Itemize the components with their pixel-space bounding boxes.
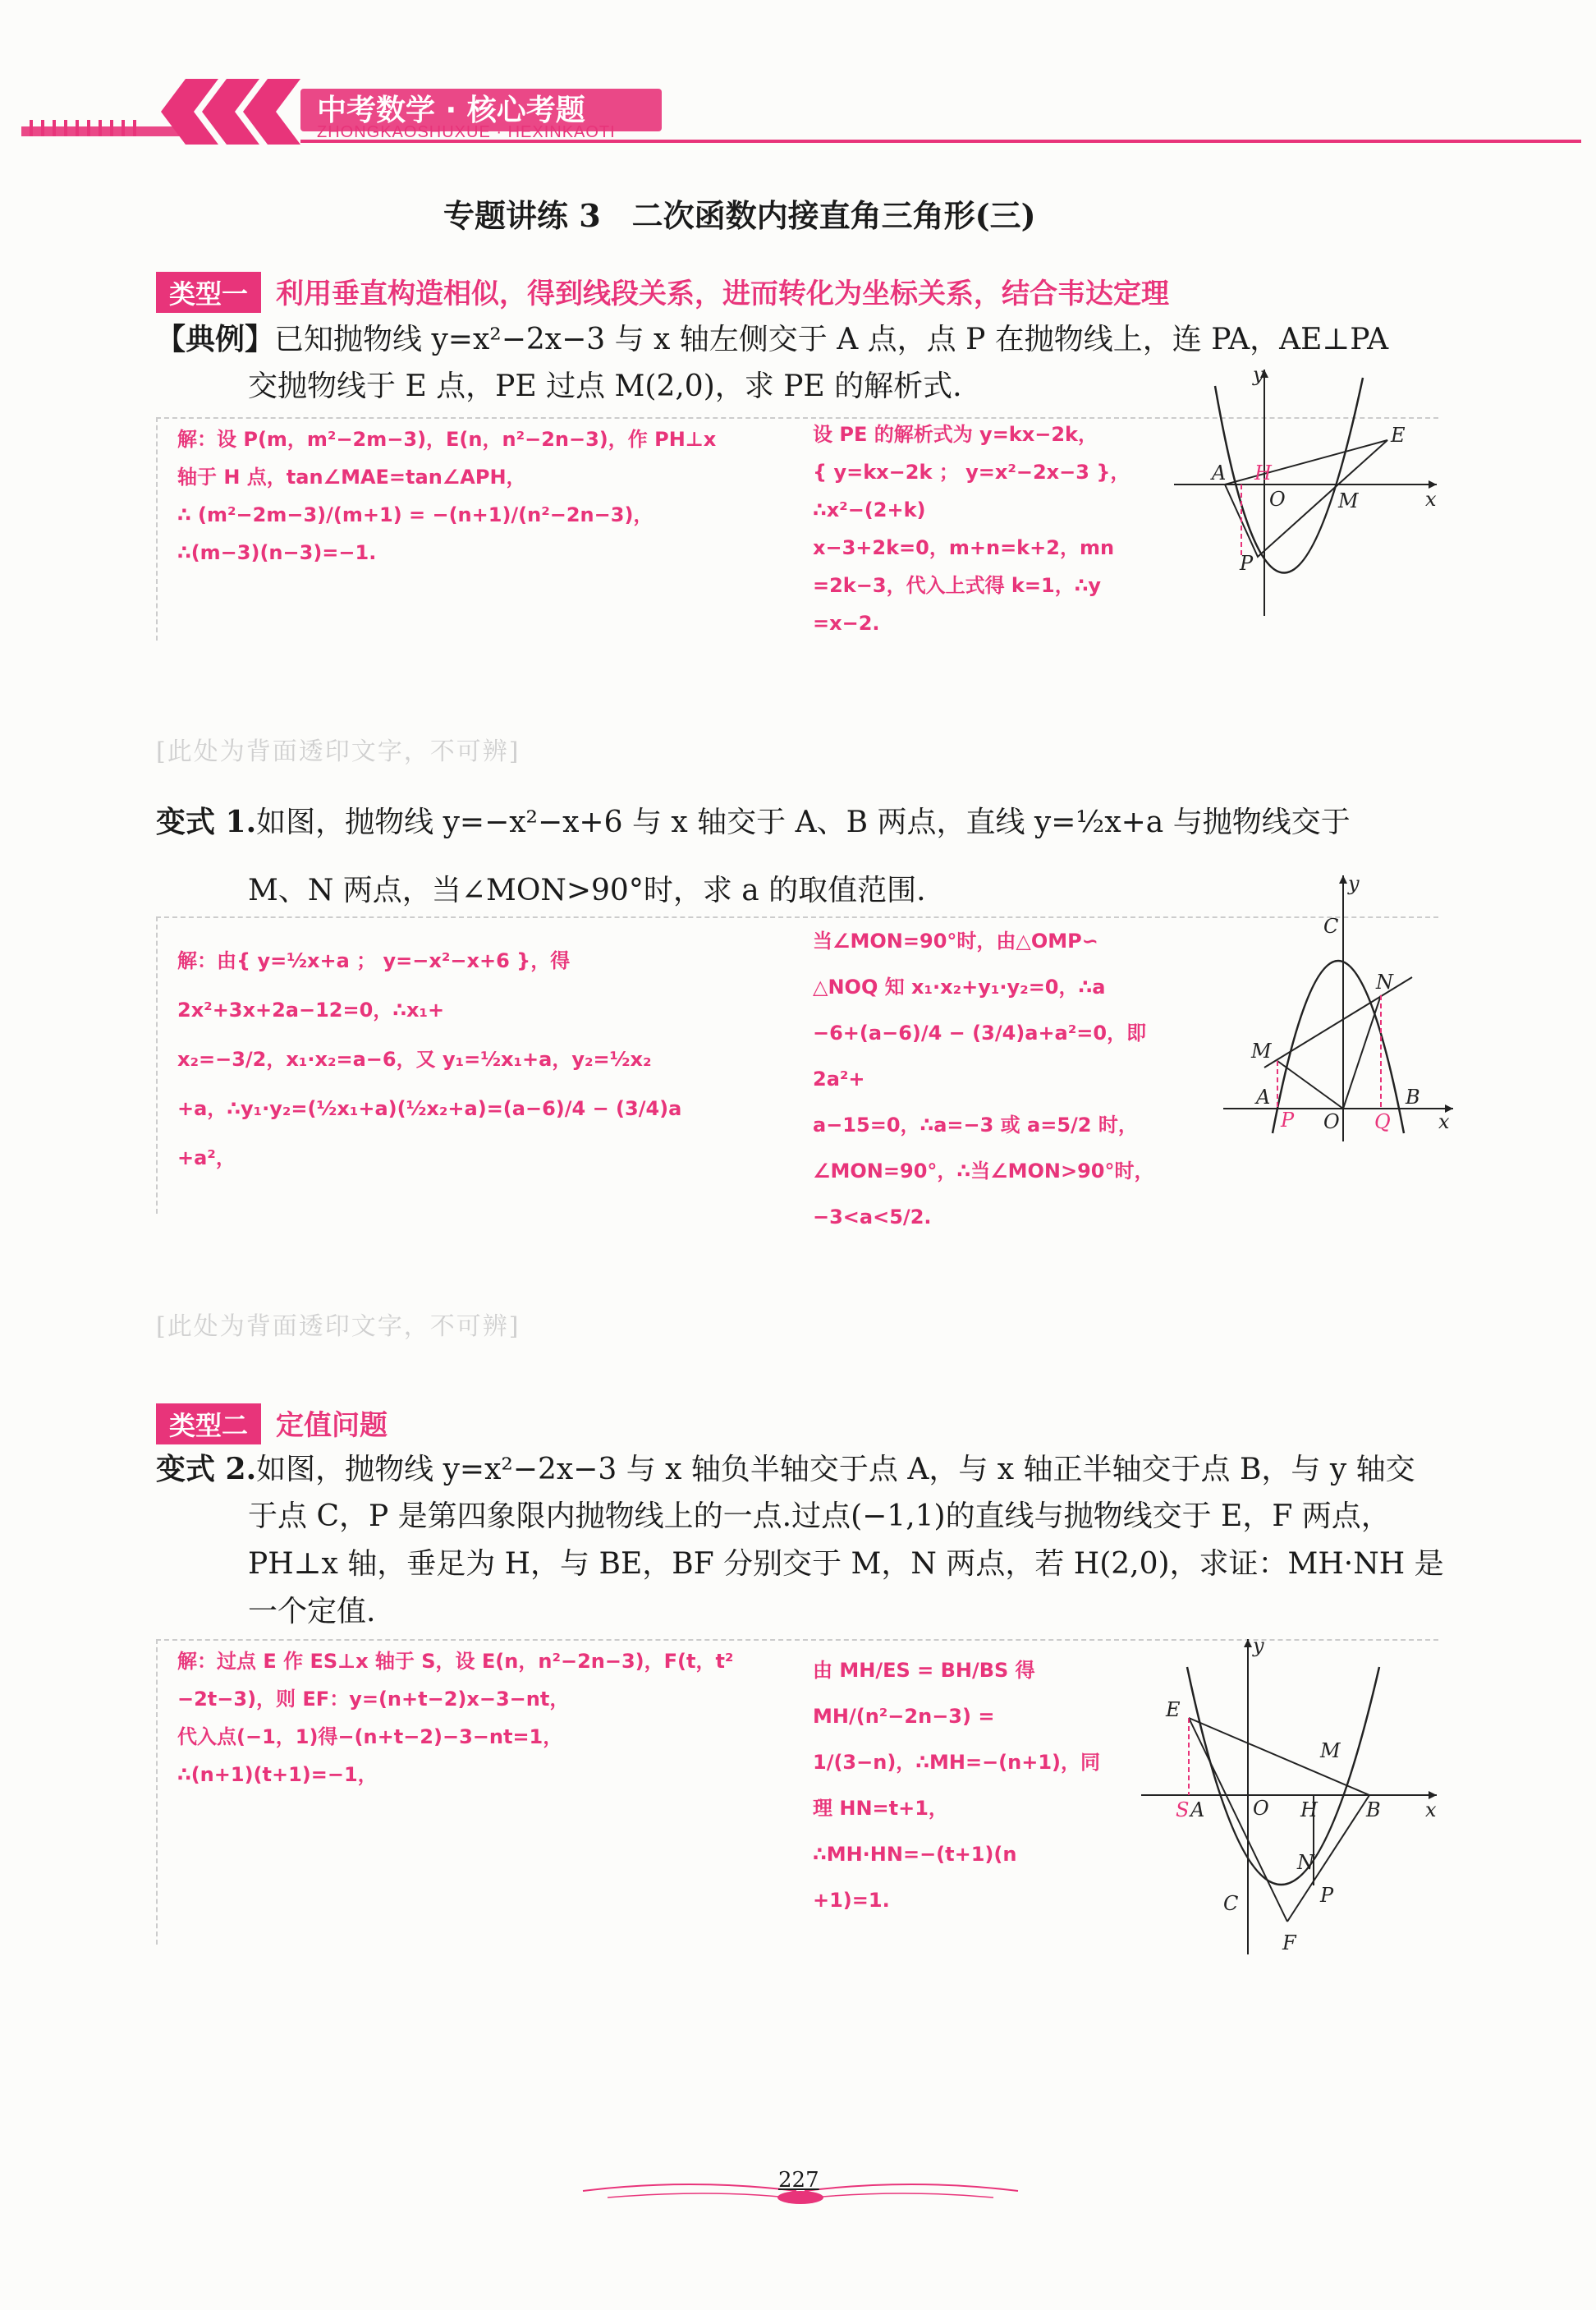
variant2-sol-left-line3: 代入点(−1，1)得−(n+t−2)−3−nt=1， — [177, 1725, 563, 1748]
svg-text:E: E — [1391, 424, 1406, 447]
svg-text:y: y — [1348, 872, 1360, 895]
example-sol-right-line2: { y=kx−2k ； y=x²−2x−3 }，∴x²−(2+k) — [813, 461, 1130, 521]
section2-tag: 类型二 — [156, 1403, 261, 1444]
page-number: 227 — [778, 2168, 819, 2193]
triangle-APE — [1225, 440, 1387, 557]
svg-text:x: x — [1438, 1110, 1450, 1133]
example-line1 — [156, 315, 1388, 364]
example-sol-right-line5: =x−2. — [813, 612, 880, 635]
variant1-sol-right-line1: 当∠MON=90°时，由△OMP∽ — [813, 930, 1098, 953]
svg-text:A: A — [1256, 1086, 1271, 1109]
variant2-sol-right-line4: ∴MH·HN=−(t+1)(n — [813, 1843, 1017, 1866]
section1-title: 利用垂直构造相似，得到线段关系，进而转化为坐标关系，结合韦达定理 — [276, 278, 1170, 310]
variant1-sol-left-line1: 解：由{ y=½x+a ； y=−x²−x+6 }，得 2x²+3x+2a−12=0，∴x₁+ — [177, 949, 571, 1022]
svg-text:S: S — [1176, 1798, 1190, 1821]
svg-text:x: x — [1425, 1798, 1437, 1821]
svg-text:H: H — [1300, 1798, 1318, 1821]
variant2-solution-left — [177, 1642, 801, 1793]
parabola — [1215, 378, 1363, 573]
variant1-sol-left-line3: +a，∴y₁·y₂=(½x₁+a)(½x₂+a)=(a−6)/4 − (3/4)a — [177, 1097, 682, 1120]
svg-text:N: N — [1376, 971, 1393, 994]
bleed-through-1: [此处为背面透印文字，不可辨] — [156, 737, 521, 766]
header-title: 中考数学 · 核心考题 — [317, 94, 585, 127]
variant1-line2: M、N 两点，当∠MON>90°时，求 a 的取值范围. — [248, 874, 926, 907]
variant2-line1 — [156, 1445, 1415, 1494]
svg-text:P: P — [1281, 1109, 1295, 1132]
variant1-sol-left-line4: +a²， — [177, 1146, 236, 1169]
example-solution-left — [177, 420, 801, 572]
variant2-line3: PH⊥x 轴，垂足为 H，与 BE，BF 分别交于 M，N 两点，若 H(2,0)，求证：MH·NH 是 — [248, 1547, 1444, 1581]
variant1-sol-right-line5: ∠MON=90°，∴当∠MON>90°时，−3<a<5/2. — [813, 1160, 1154, 1228]
variant2-sol-left-line2: −2t−3)，则 EF：y=(n+t−2)x−3−nt， — [177, 1688, 570, 1711]
bleed-through-2: [此处为背面透印文字，不可辨] — [156, 1312, 521, 1341]
variant1-sol-left-line2: x₂=−3/2，x₁·x₂=a−6，又 y₁=½x₁+a，y₂=½x₂ — [177, 1048, 652, 1071]
example-sol-left-line4: ∴(m−3)(n−3)=−1. — [177, 541, 377, 564]
svg-text:H: H — [1254, 462, 1272, 485]
header-banner — [21, 71, 1581, 153]
section1-tag: 类型一 — [156, 272, 261, 313]
page-title: 专题讲练 3 二次函数内接直角三角形(三) — [443, 197, 1036, 234]
variant2-sol-right-line1: 由 MH/ES = BH/BS 得 MH/(n²−2n−3) = — [813, 1659, 1035, 1728]
svg-text:O: O — [1269, 488, 1286, 511]
example-figure — [1166, 361, 1445, 624]
section2-title: 定值问题 — [276, 1409, 388, 1442]
svg-text:P: P — [1320, 1884, 1334, 1907]
variant1-figure — [1215, 870, 1461, 1150]
variant2-solution-right — [813, 1647, 1141, 1923]
svg-text:M: M — [1251, 1040, 1272, 1063]
variant2-sol-right-line3: 理 HN=t+1， — [813, 1797, 948, 1820]
header-decoration — [21, 71, 1581, 153]
section2-heading — [156, 1403, 388, 1444]
variant2-line2: 于点 C，P 是第四象限内抛物线上的一点.过点(−1,1)的直线与抛物线交于 E，F 两点， — [248, 1499, 1391, 1533]
variant2-label: 变式 2. — [156, 1452, 257, 1486]
example-text1: 已知抛物线 y=x²−2x−3 与 x 轴左侧交于 A 点，点 P 在抛物线上，连 PA，AE⊥PA — [274, 323, 1389, 356]
example-label: 【典例】 — [156, 322, 275, 356]
variant1-label: 变式 1. — [156, 805, 257, 839]
variant1-sol-right-line4: a−15=0，∴a=−3 或 a=5/2 时， — [813, 1114, 1138, 1137]
variant2-sol-right-line5: +1)=1. — [813, 1889, 890, 1912]
svg-text:O: O — [1323, 1110, 1340, 1133]
svg-text:Q: Q — [1374, 1110, 1391, 1133]
svg-text:M: M — [1338, 489, 1359, 512]
svg-text:M: M — [1320, 1739, 1341, 1762]
variant2-sol-left-line1: 解：过点 E 作 ES⊥x 轴于 S，设 E(n，n²−2n−3)，F(t，t² — [177, 1650, 734, 1673]
variant1-text1: 如图，抛物线 y=−x²−x+6 与 x 轴交于 A、B 两点，直线 y=½x+a 与抛物线交于 — [256, 806, 1351, 839]
variant1-solution-left — [177, 936, 785, 1183]
example-sol-left-line1: 解：设 P(m，m²−2m−3)，E(n，n²−2n−3)，作 PH⊥x — [177, 428, 717, 451]
example-sol-right-line1: 设 PE 的解析式为 y=kx−2k， — [813, 423, 1098, 446]
variant2-sol-left-line4: ∴(n+1)(t+1)=−1， — [177, 1763, 378, 1786]
example-sol-left-line3: ∴ (m²−2m−3)/(m+1) = −(n+1)/(n²−2n−3)， — [177, 503, 654, 526]
svg-text:y: y — [1253, 363, 1264, 386]
example-sol-right-line3: x−3+2k=0，m+n=k+2，mn — [813, 536, 1115, 559]
example-solution-right — [813, 416, 1174, 642]
svg-text:y: y — [1253, 1634, 1264, 1657]
variant2-sol-right-line2: 1/(3−n)，∴MH=−(n+1)，同 — [813, 1751, 1101, 1774]
svg-text:B: B — [1366, 1798, 1381, 1821]
header-subtitle: ZHONGKAOSHUXUE · HEXINKAOTI — [317, 123, 616, 141]
segment-ON — [1343, 995, 1381, 1109]
svg-text:B: B — [1406, 1086, 1420, 1109]
variant1-sol-right-line2: △NOQ 知 x₁·x₂+y₁·y₂=0，∴a — [813, 976, 1106, 999]
svg-text:N: N — [1297, 1851, 1314, 1874]
svg-text:F: F — [1282, 1931, 1296, 1954]
svg-text:C: C — [1323, 915, 1339, 938]
svg-text:x: x — [1425, 488, 1437, 511]
variant2-text1: 如图，抛物线 y=x²−2x−3 与 x 轴负半轴交于点 A，与 x 轴正半轴交于点 B，与 y 轴交 — [256, 1453, 1415, 1486]
page-number-ornament — [575, 2168, 1026, 2207]
svg-text:O: O — [1253, 1797, 1269, 1820]
svg-text:C: C — [1223, 1892, 1239, 1915]
variant1-sol-right-line3: −6+(a−6)/4 − (3/4)a+a²=0，即 2a²+ — [813, 1022, 1147, 1091]
example-sol-left-line2: 轴于 H 点，tan∠MAE=tan∠APH， — [177, 466, 526, 489]
variant2-line4: 一个定值. — [248, 1595, 376, 1628]
variant1-line1 — [156, 798, 1351, 847]
svg-text:E: E — [1166, 1698, 1181, 1721]
segment-OM — [1277, 1061, 1343, 1109]
svg-text:A: A — [1212, 462, 1227, 485]
variant2-figure — [1133, 1634, 1445, 1963]
section1-heading — [156, 271, 1169, 313]
example-line2: 交抛物线于 E 点，PE 过点 M(2,0)，求 PE 的解析式. — [248, 370, 962, 403]
svg-text:P: P — [1240, 552, 1254, 575]
example-sol-right-line4: =2k−3，代入上式得 k=1，∴y — [813, 574, 1102, 597]
svg-text:A: A — [1190, 1798, 1205, 1821]
variant1-solution-right — [813, 918, 1199, 1240]
